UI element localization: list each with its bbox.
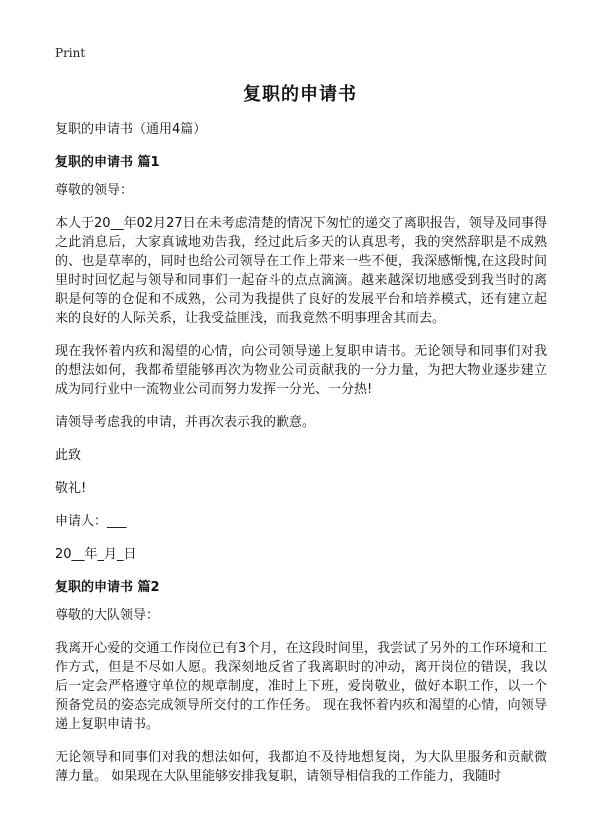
document-subtitle: 复职的申请书（通用4篇）: [55, 122, 207, 137]
closing-line: 此致: [55, 448, 82, 463]
paragraph: 本人于20__年02月27日在未考虑清楚的情况下匆忙的递交了离职报告，领导及同事得之此消息后，大家真诚地劝告我，经过此后多天的认真思考，我的突然辞职是不成熟的、也是草率的，同时也给公司领导在工作上带来一些不便，我深感惭愧,在这段时间里时时回忆起与领导和同事们一起奋斗的点点滴滴。越来越深切地感受到我当时的离职是何等的仓促和不成熟，公司为我提供了良好的发展平台和培养模式，还有建立起来的良好的人际关系，让我受益匪浅，而我竟然不明事理舍其而去。: [55, 216, 547, 326]
section-heading-2: 复职的申请书 篇2: [55, 580, 160, 595]
salutation-2: 尊敬的大队领导：: [55, 608, 160, 623]
closing-line: 敬礼!: [55, 481, 87, 496]
salutation-1: 尊敬的领导：: [55, 183, 134, 198]
paragraph: 无论领导和同事们对我的想法如何，我都迫不及待地想复岗，为大队里服务和贡献微薄力量。 如果现在大队里能够安排我复职，请领导相信我的工作能力，我随时: [55, 750, 547, 784]
date-line: 20__年_月_日: [55, 547, 137, 562]
applicant-line: 申请人：___: [55, 514, 127, 529]
paragraph: 我离开心爱的交通工作岗位已有3个月，在这段时间里，我尝试了另外的工作环境和工作方式，但是不尽如人愿。我深刻地反省了我离职时的冲动，离开岗位的错误，我以后一定会严格遵守单位的规章制度，准时上下班，爱岗敬业，做好本职工作，以一个预备党员的姿态完成领导所交付的工作任务。 现在我怀着内疚和渴望的心情，向领导递上复职申请书。: [55, 641, 547, 732]
print-link[interactable]: Print: [55, 46, 86, 60]
paragraph: 请领导考虑我的申请，并再次表示我的歉意。: [55, 415, 316, 430]
document-title: 复职的申请书: [243, 84, 357, 105]
section-heading-1: 复职的申请书 篇1: [55, 155, 160, 170]
document-body: [55, 120, 547, 800]
paragraph: 现在我怀着内疚和渴望的心情，向公司领导递上复职申请书。无论领导和同事们对我的想法如何，我都希望能够再次为物业公司贡献我的一分力量，为把大物业逐步建立成为同行业中一流物业公司而努力发挥一分光、一分热!: [55, 344, 547, 397]
